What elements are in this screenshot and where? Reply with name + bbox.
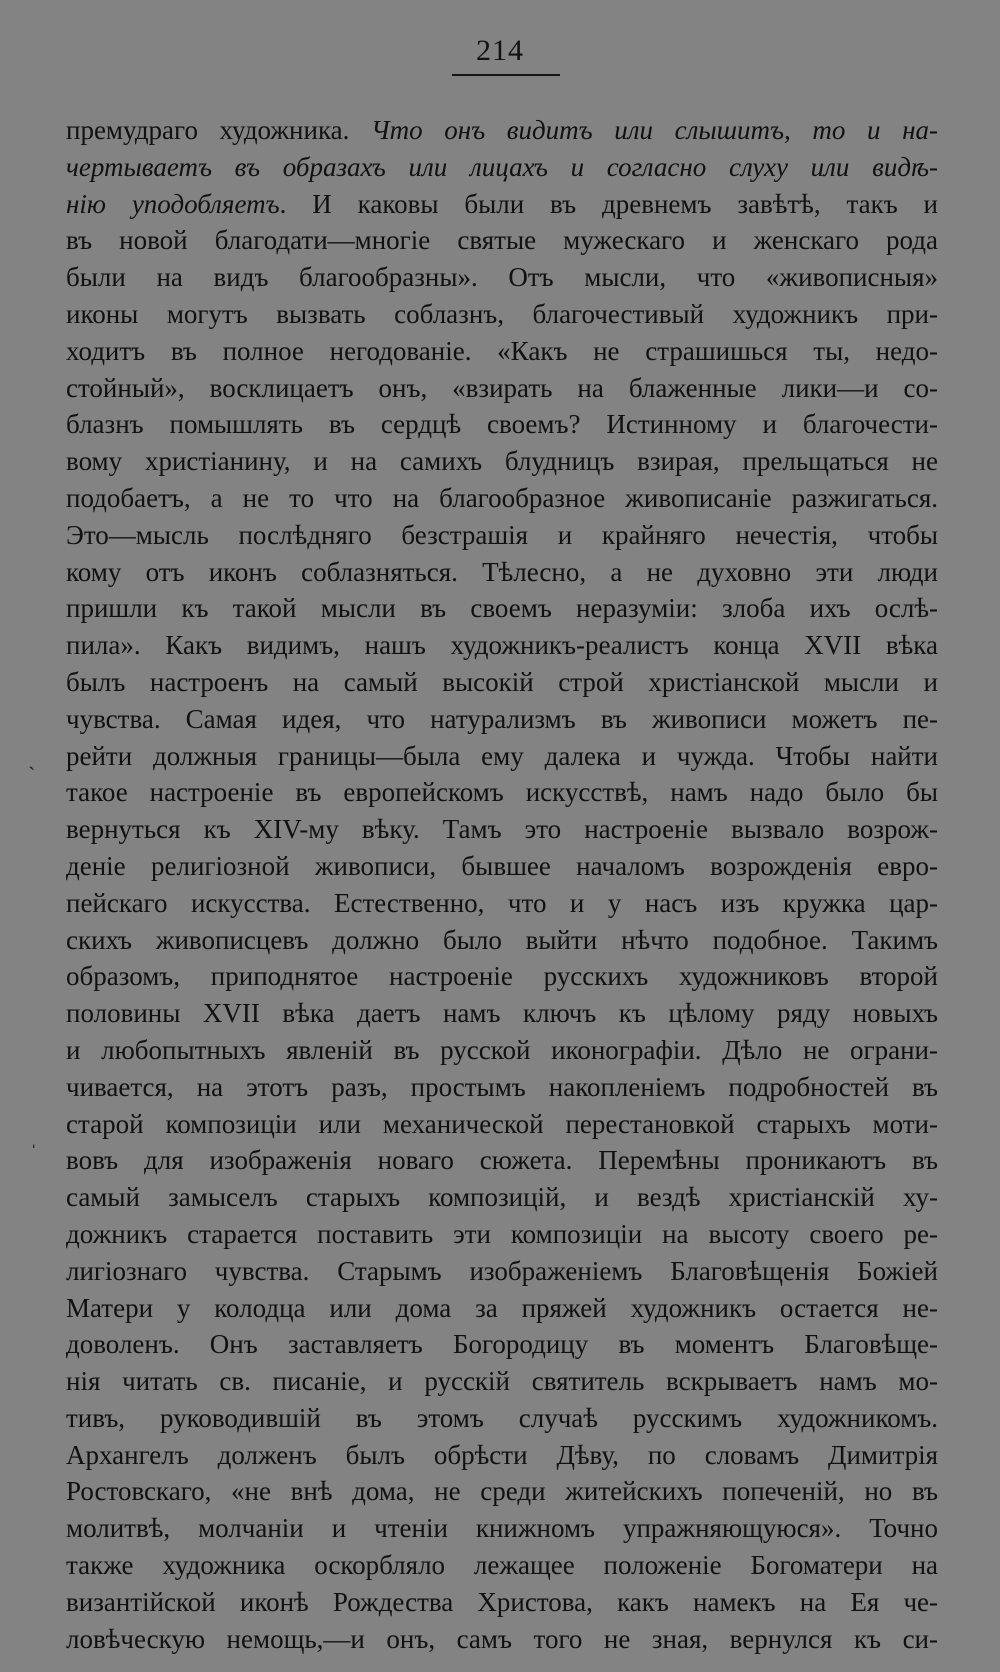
text-run: дожникъ старается поставить эти композиціи на высоту своего ре- [66, 1218, 938, 1249]
text-line [66, 1473, 938, 1510]
text-run: пришли къ такой мысли въ своемъ неразуміи: злоба ихъ ослѣ- [66, 593, 938, 624]
text-run: Матери у колодца или дома за пряжей художникъ остается не- [66, 1292, 938, 1323]
text-line [66, 774, 938, 811]
text-run: доволенъ. Онъ заставляетъ Богородицу въ моментъ Благовѣще- [66, 1329, 938, 1360]
text-run: самый замыселъ старыхъ композицій, и вездѣ христіанскій ху- [66, 1182, 938, 1213]
text-run: Это—мысль послѣдняго безстрашія и крайняго нечестія, чтобы [66, 519, 938, 550]
text-line [66, 1253, 938, 1290]
body-text [66, 112, 938, 1657]
text-line [66, 1437, 938, 1474]
text-run: чивается, на этотъ разъ, простымъ накопленіемъ подробностей въ [66, 1071, 938, 1102]
text-run: въ новой благодати—многіе святые мужескаго и женскаго рода [66, 225, 938, 256]
text-line [66, 1621, 938, 1658]
text-line [66, 443, 938, 480]
text-run: византійской иконѣ Рождества Христова, какъ намекъ на Ея че- [66, 1586, 938, 1617]
margin-mark: ˈ [30, 1140, 38, 1165]
text-run: также художника оскорбляло лежащее положеніе Богоматери на [66, 1550, 938, 1581]
text-run: рейти должныя границы—была ему далека и чужда. Чтобы найти [66, 740, 938, 771]
text-line [66, 222, 938, 259]
text-run: лигіознаго чувства. Старымъ изображеніемъ Благовѣщенія Божіей [66, 1255, 938, 1286]
text-run: ходитъ въ полное негодованіе. «Какъ не страшишься ты, недо- [66, 335, 938, 366]
text-run: былъ настроенъ на самый высокій строй христіанской мысли и [66, 666, 938, 697]
italic-quote-run: чертываетъ въ образахъ или лицахъ и согласно слуху или видѣ- [66, 151, 938, 182]
text-run: нія читать св. писаніе, и русскій святитель вскрываетъ намъ мо- [66, 1366, 938, 1397]
text-line [66, 738, 938, 775]
text-line [66, 848, 938, 885]
text-line [66, 149, 938, 186]
text-line [66, 296, 938, 333]
text-run: блазнъ помышлять въ сердцѣ своемъ? Истинному и благочести- [66, 409, 938, 440]
text-line [66, 406, 938, 443]
text-line [66, 590, 938, 627]
text-run: половины XVII вѣка даетъ намъ ключъ къ цѣлому ряду новыхъ [66, 998, 938, 1029]
text-run: молитвѣ, молчаніи и чтеніи книжномъ упражняющуюся». Точно [66, 1513, 938, 1544]
text-line [66, 627, 938, 664]
text-run: Архангелъ долженъ былъ обрѣсти Дѣву, по словамъ Димитрія [66, 1439, 938, 1470]
text-run: кому отъ иконъ соблазняться. Тѣлесно, а не духовно эти люди [66, 556, 938, 587]
margin-mark: ˎ [28, 745, 36, 770]
text-run: Ростовскаго, «не внѣ дома, не среди житейскихъ попеченій, но въ [66, 1476, 938, 1507]
text-line [66, 554, 938, 591]
text-line [66, 1326, 938, 1363]
text-line [66, 1069, 938, 1106]
text-run: вовъ для изображенія новаго сюжета. Перемѣны проникаютъ въ [66, 1145, 938, 1176]
text-line [66, 701, 938, 738]
text-run: премудраго художника. [66, 115, 371, 145]
text-line [66, 811, 938, 848]
text-line [66, 1363, 938, 1400]
text-line [66, 1032, 938, 1069]
text-run: стойный», восклицаетъ онъ, «взирать на блаженные лики—и со- [66, 372, 938, 403]
text-line [66, 1400, 938, 1437]
text-run: старой композиціи или механической перестановкой старыхъ моти- [66, 1108, 938, 1139]
text-run: . И каковы были въ древнемъ завѣтѣ, такъ и [279, 188, 938, 219]
text-line [66, 885, 938, 922]
text-run: деніе религіозной живописи, бывшее началомъ возрожденія евро- [66, 850, 938, 881]
text-line [66, 1142, 938, 1179]
text-line [66, 1179, 938, 1216]
text-line [66, 517, 938, 554]
text-line [66, 1510, 938, 1547]
text-run: иконы могутъ вызвать соблазнъ, благочестивый художникъ при- [66, 298, 938, 329]
text-line [66, 995, 938, 1032]
text-run: и любопытныхъ явленій въ русской иконографіи. Дѣло не ограни- [66, 1034, 938, 1065]
text-run: ловѣческую немощь,—и онъ, самъ того не зная, вернулся къ си- [66, 1623, 938, 1654]
text-line [66, 958, 938, 995]
text-run: были на видъ благообразны». Отъ мысли, что «живописныя» [66, 262, 938, 293]
text-line [66, 1290, 938, 1327]
text-line [66, 922, 938, 959]
text-run: такое настроеніе въ европейскомъ искусствѣ, намъ надо было бы [66, 777, 938, 808]
page-number-rule [452, 74, 560, 76]
text-run: подобаетъ, а не то что на благообразное живописаніе разжигаться. [66, 482, 938, 513]
text-line [66, 1216, 938, 1253]
text-line [66, 664, 938, 701]
text-line [66, 1584, 938, 1621]
italic-quote-run: Что онъ видитъ или слышитъ, то и на- [371, 115, 938, 145]
text-line [66, 370, 938, 407]
text-line [66, 1106, 938, 1143]
page-number: 214 [476, 34, 524, 67]
text-run: пила». Какъ видимъ, нашъ художникъ-реалистъ конца XVII вѣка [66, 630, 938, 661]
text-line [66, 186, 938, 223]
text-line [66, 259, 938, 296]
text-run: чувства. Самая идея, что натурализмъ въ живописи можетъ пе- [66, 703, 938, 734]
text-run: вому христіанину, и на самихъ блудницъ взирая, прельщаться не [66, 446, 938, 477]
text-line [66, 480, 938, 517]
text-run: пейскаго искусства. Естественно, что и у насъ изъ кружка цар- [66, 887, 938, 918]
text-run: образомъ, приподнятое настроеніе русскихъ художниковъ второй [66, 961, 938, 992]
text-line [66, 1547, 938, 1584]
text-line [66, 333, 938, 370]
text-run: скихъ живописцевъ должно было выйти нѣчто подобное. Такимъ [66, 924, 938, 955]
text-run: тивъ, руководившій въ этомъ случаѣ русскимъ художникомъ. [66, 1402, 938, 1433]
text-run: вернуться къ XIV-му вѣку. Тамъ это настроеніе вызвало возрож- [66, 814, 938, 845]
italic-quote-run: нію уподобляетъ [66, 188, 280, 219]
text-line [66, 112, 938, 149]
